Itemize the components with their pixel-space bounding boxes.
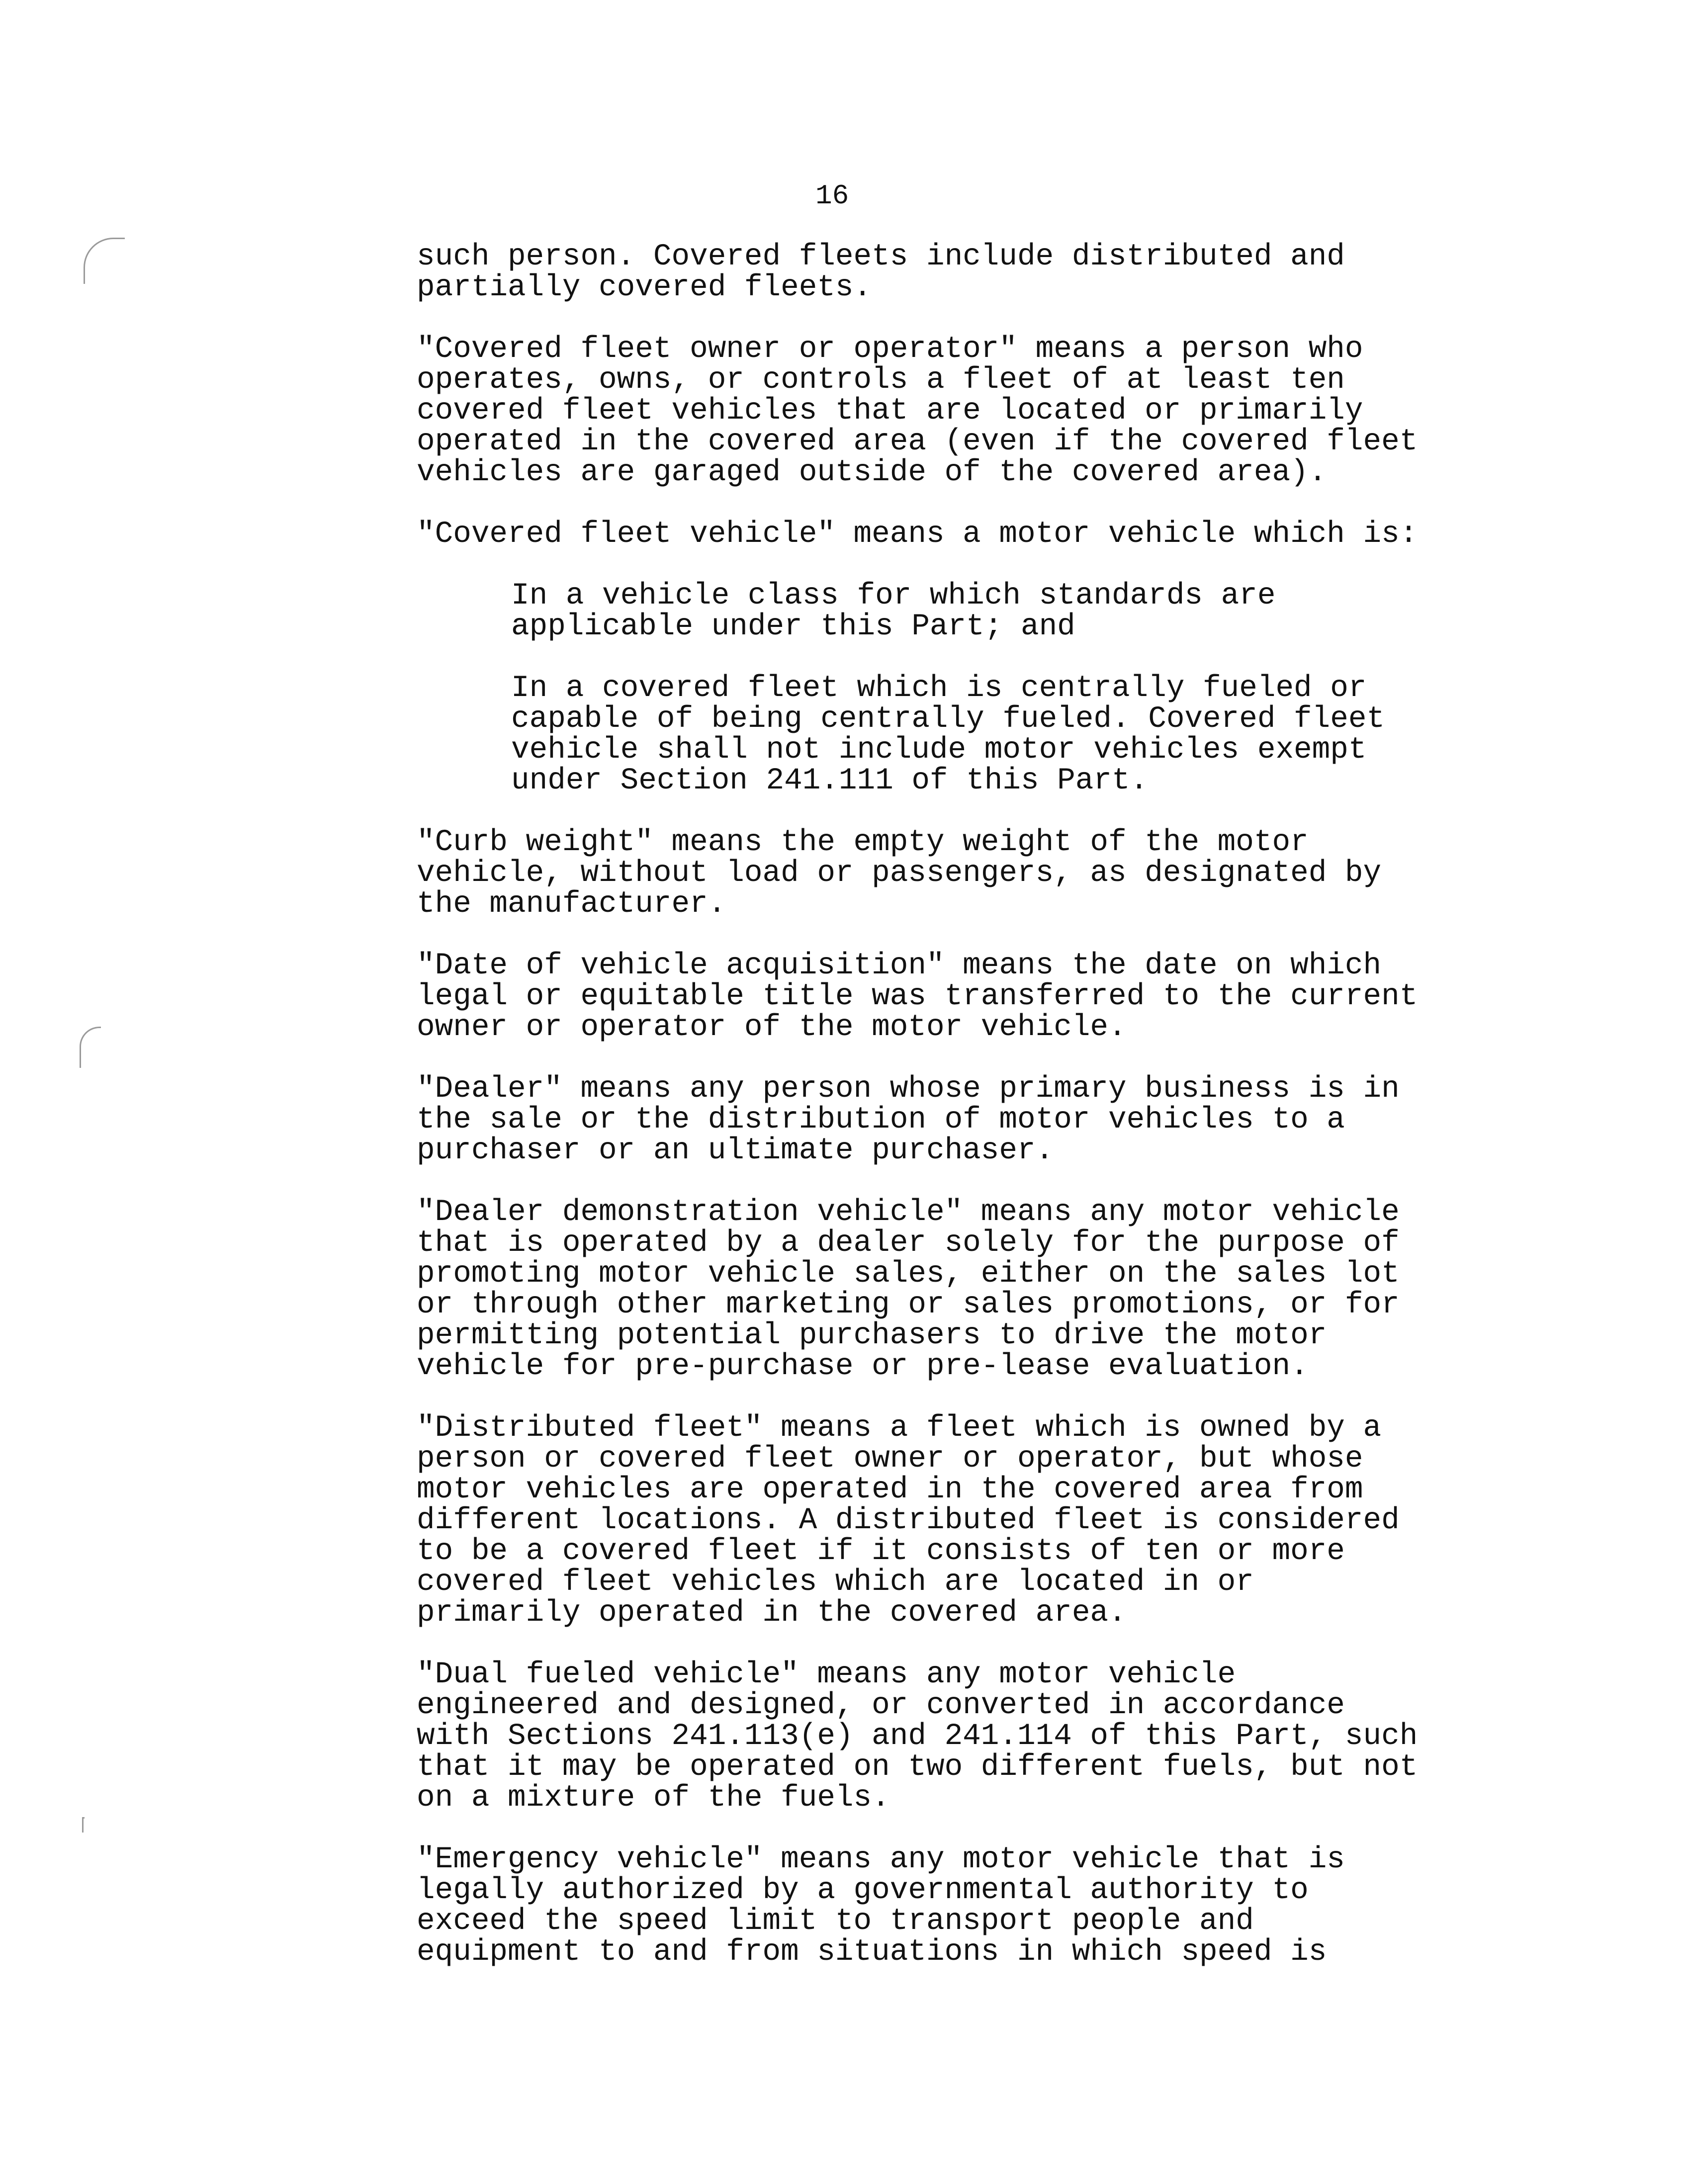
indented-paragraph: In a covered fleet which is centrally fueled or capable of being centrally fueled. Covered fleet vehicle shall not include motor vehicles exempt under Section 241.111 of this Part.	[511, 671, 1385, 798]
scan-artifact-bottom	[82, 1817, 85, 1833]
definition-paragraph: "Emergency vehicle" means any motor vehicle that is legally authorized by a governmental authority to exceed the speed limit to transport people and equipment to and from situations in which speed is	[417, 1842, 1345, 1969]
scan-artifact-middle	[80, 1027, 101, 1068]
definition-paragraph: "Dealer" means any person whose primary business is in the sale or the distribution of motor vehicles to a purchaser or an ultimate purchaser.	[417, 1072, 1400, 1168]
definition-paragraph: such person. Covered fleets include distributed and partially covered fleets.	[417, 240, 1345, 305]
definition-paragraph: "Dealer demonstration vehicle" means any motor vehicle that is operated by a dealer solely for the purpose of promoting motor vehicle sales, either on the sales lot or through other marketing or sales promotions, or for permitting potential purchasers to drive the motor vehicle for pre-purchase or pre-lease evaluation.	[417, 1195, 1400, 1384]
definition-paragraph: "Dual fueled vehicle" means any motor vehicle engineered and designed, or converted in accordance with Sections 241.113(e) and 241.114 of this Part, such that it may be operated on two different fuels, but not on a mixture of the fuels.	[417, 1658, 1418, 1815]
body-text	[417, 242, 1600, 1999]
indented-paragraph: In a vehicle class for which standards are applicable under this Part; and	[511, 579, 1276, 644]
definition-paragraph: "Covered fleet owner or operator" means a person who operates, owns, or controls a fleet of at least ten covered fleet vehicles that are located or primarily operated in the covered area (even if the covered fleet vehicles are garaged outside of the covered area).	[417, 332, 1418, 490]
definition-paragraph: "Covered fleet vehicle" means a motor vehicle which is:	[417, 517, 1418, 551]
definition-paragraph: "Date of vehicle acquisition" means the date on which legal or equitable title was transferred to the current owner or operator of the motor vehicle.	[417, 949, 1418, 1045]
definition-paragraph: "Distributed fleet" means a fleet which is owned by a person or covered fleet owner or operator, but whose motor vehicles are operated in the covered area from different locations. A distributed fleet is considered to be a covered fleet if it consists of ten or more covered fleet vehicles which are located in or primarily operated in the covered area.	[417, 1411, 1400, 1630]
page-number: 16	[815, 180, 849, 212]
definition-paragraph: "Curb weight" means the empty weight of the motor vehicle, without load or passengers, as designated by the manufacturer.	[417, 825, 1382, 921]
scan-artifact-top	[84, 238, 125, 284]
